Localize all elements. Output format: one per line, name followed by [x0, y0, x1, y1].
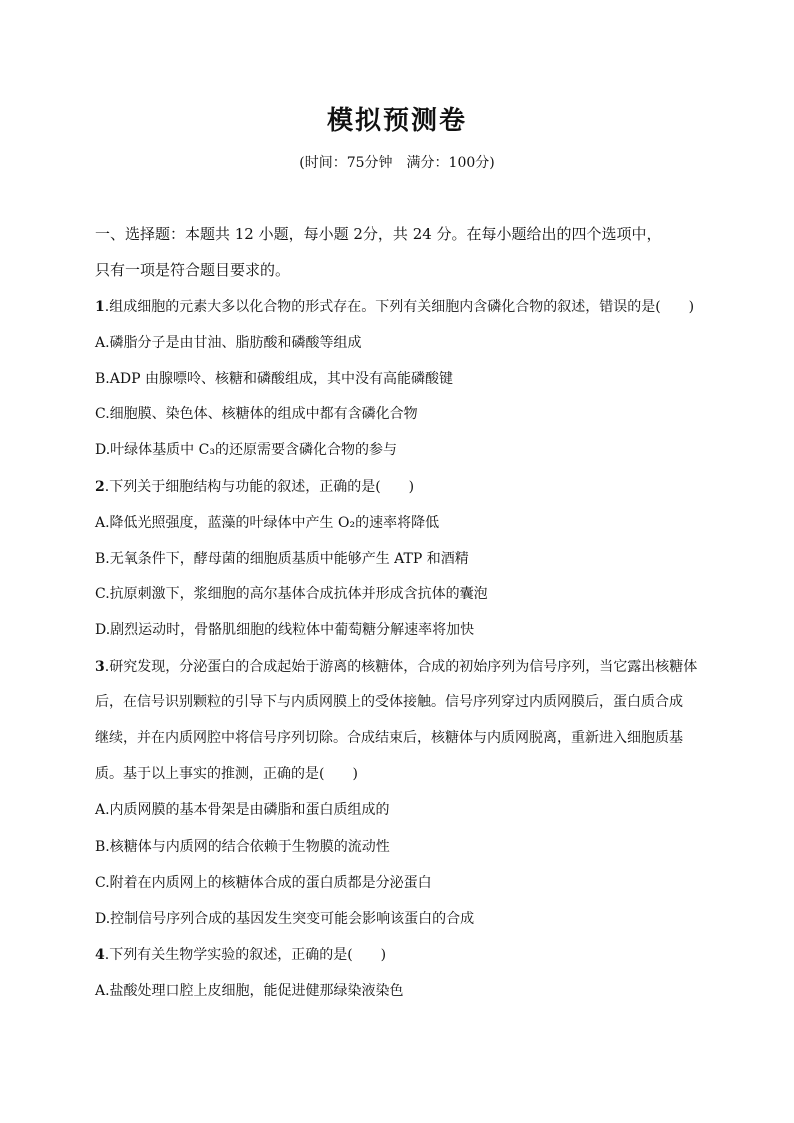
question-3-stem-line-1: [95, 657, 697, 677]
exam-time-and-score: (时间：75分钟 满分：100分): [299, 155, 495, 171]
question-3-stem-line-2: 后，在信号识别颗粒的引导下与内质网膜上的受体接触。信号序列穿过内质网膜后，蛋白质合成: [95, 694, 683, 710]
section-heading-line-2: 只有一项是符合题目要求的。: [95, 261, 291, 279]
question-text: .下列有关生物学实验的叙述，正确的是( ): [104, 947, 387, 963]
question-2-option-c: C.抗原刺激下，浆细胞的高尔基体合成抗体并形成含抗体的囊泡: [95, 586, 488, 602]
question-3-option-a: A.内质网膜的基本骨架是由磷脂和蛋白质组成的: [95, 802, 390, 818]
question-4-stem: [95, 945, 386, 965]
page-title: 模拟预测卷: [326, 106, 467, 136]
question-number: 2: [95, 479, 105, 495]
question-3-option-d: D.控制信号序列合成的基因发生突变可能会影响该蛋白的合成: [95, 911, 475, 927]
question-3-stem-line-4: 质。基于以上事实的推测，正确的是( ): [95, 766, 358, 782]
question-1-option-a: A.磷脂分子是由甘油、脂肪酸和磷酸等组成: [95, 335, 362, 351]
section-heading-line-1: 一、选择题：本题共 12 小题，每小题 2分，共 24 分。在每小题给出的四个选项中，: [95, 225, 662, 243]
question-1-option-b: B.ADP 由腺嘌呤、核糖和磷酸组成，其中没有高能磷酸键: [95, 371, 453, 387]
question-text: .下列关于细胞结构与功能的叙述，正确的是( ): [104, 479, 415, 495]
question-4-option-a: A.盐酸处理口腔上皮细胞，能促进健那绿染液染色: [95, 983, 404, 999]
question-number: 3: [95, 659, 105, 675]
question-3-stem-line-3: 继续，并在内质网腔中将信号序列切除。合成结束后，核糖体与内质网脱离，重新进入细胞质基: [95, 730, 683, 746]
question-number: 1: [95, 299, 105, 315]
question-1-option-d: D.叶绿体基质中 C₃的还原需要含磷化合物的参与: [95, 442, 397, 458]
question-1-option-c: C.细胞膜、染色体、核糖体的组成中都有含磷化合物: [95, 406, 418, 422]
question-3-option-c: C.附着在内质网上的核糖体合成的蛋白质都是分泌蛋白: [95, 875, 432, 891]
question-1-stem: [95, 297, 694, 317]
question-3-option-b: B.核糖体与内质网的结合依赖于生物膜的流动性: [95, 839, 390, 855]
question-2-option-b: B.无氧条件下，酵母菌的细胞质基质中能够产生 ATP 和酒精: [95, 551, 469, 567]
question-2-option-a: A.降低光照强度，蓝藻的叶绿体中产生 O₂的速率将降低: [95, 515, 440, 531]
question-number: 4: [95, 947, 105, 963]
question-2-stem: [95, 477, 414, 497]
question-text: .研究发现，分泌蛋白的合成起始于游离的核糖体，合成的初始序列为信号序列，当它露出核糖体: [104, 659, 698, 675]
question-2-option-d: D.剧烈运动时，骨骼肌细胞的线粒体中葡萄糖分解速率将加快: [95, 622, 475, 638]
question-text: .组成细胞的元素大多以化合物的形式存在。下列有关细胞内含磷化合物的叙述，错误的是( ): [104, 299, 695, 315]
